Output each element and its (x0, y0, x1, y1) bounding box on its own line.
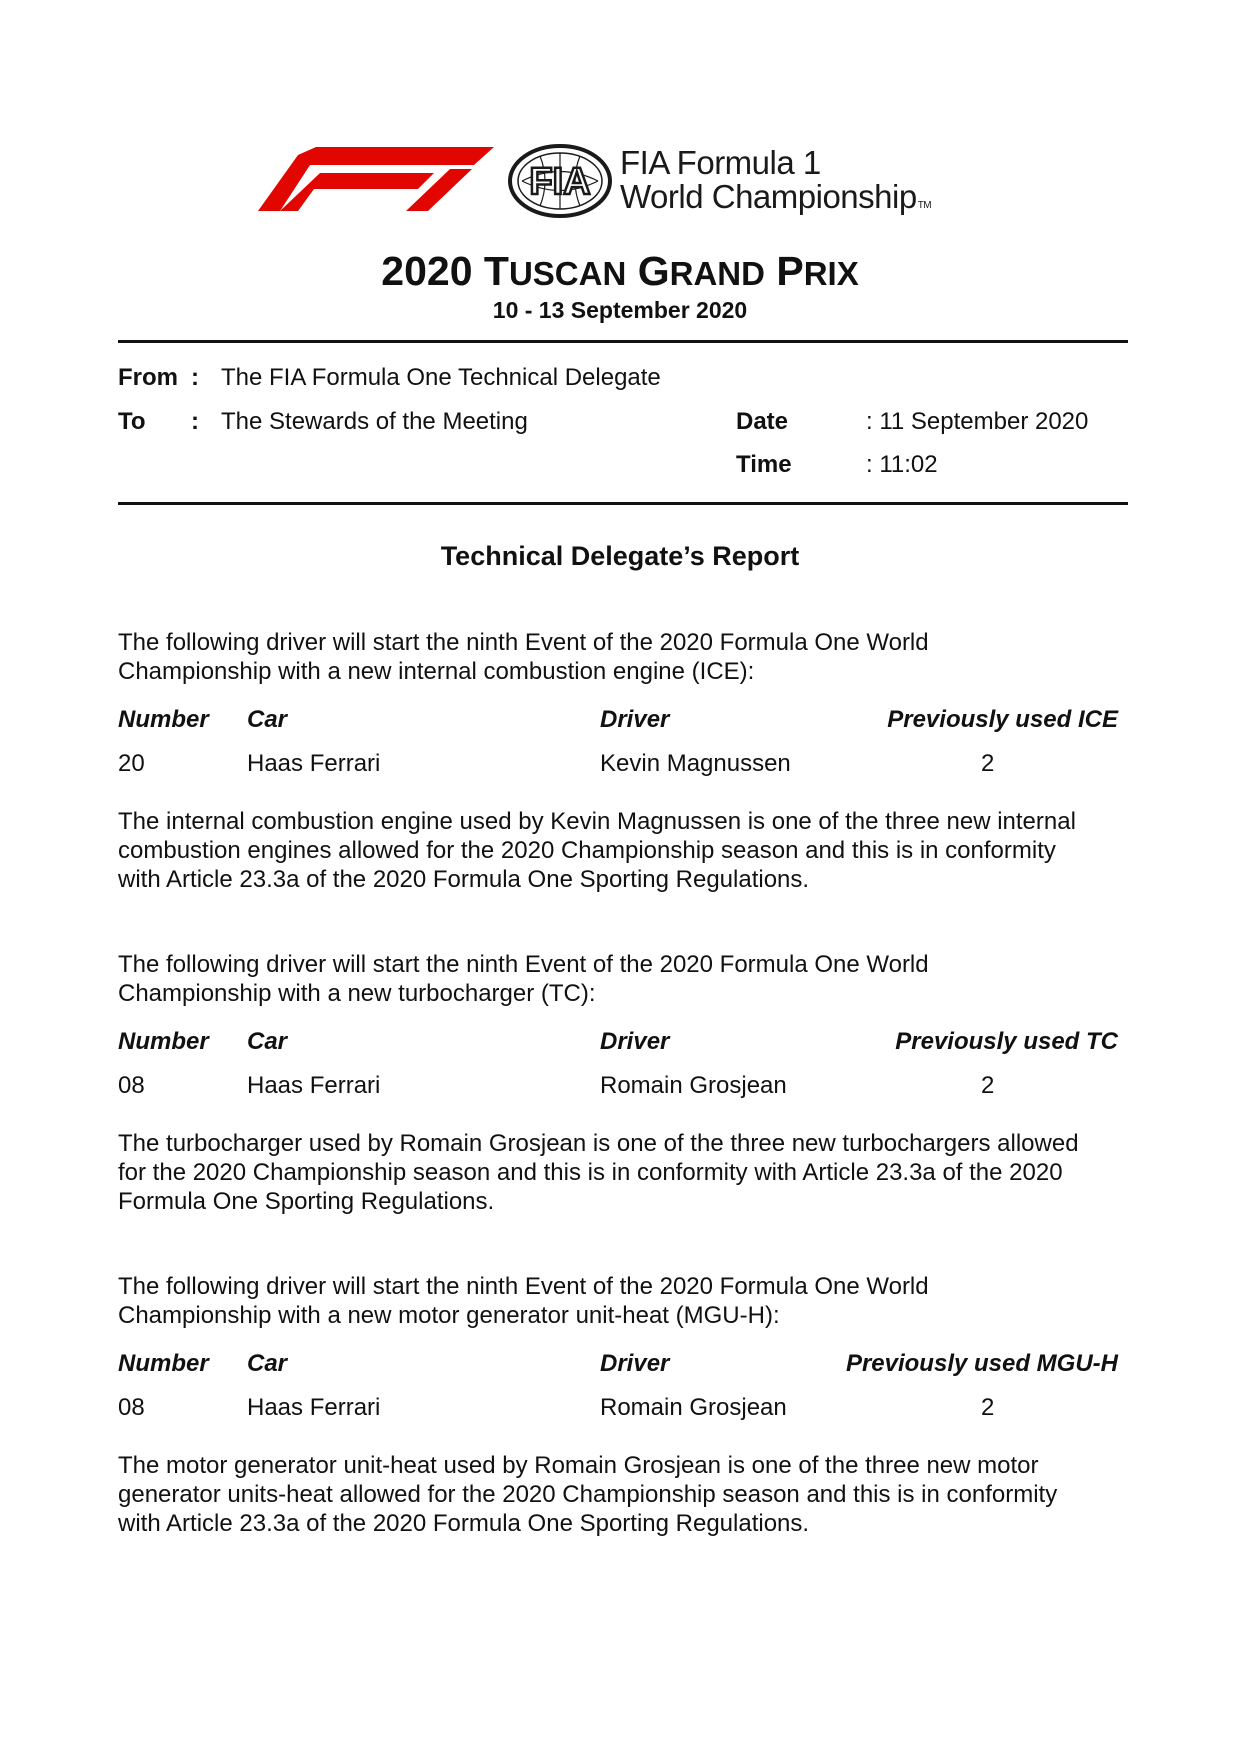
to-colon: : (191, 408, 199, 435)
title-p: P (776, 248, 804, 294)
time-label: Time (736, 451, 792, 478)
mguh-header-number: Number (118, 1350, 209, 1377)
to-label: To (118, 408, 146, 435)
logo-wordmark (620, 146, 931, 223)
ice-row-previously-used: 2 (981, 750, 995, 777)
tc-header-previously-used: Previously used TC (895, 1028, 1118, 1055)
tc-header-number: Number (118, 1028, 209, 1055)
logo-line-1: FIA Formula 1 (620, 144, 821, 181)
tc-row-previously-used: 2 (981, 1072, 995, 1099)
mguh-row-driver: Romain Grosjean (600, 1394, 787, 1421)
section-tc-note-line-3: Formula One Sporting Regulations. (118, 1188, 495, 1215)
section-mguh-intro (118, 1272, 1138, 1330)
section-mguh-intro-line-1: The following driver will start the ninth Event of the 2020 Formula One World (118, 1273, 929, 1300)
ice-row-car: Haas Ferrari (247, 750, 381, 777)
mguh-row-number: 08 (118, 1394, 145, 1421)
section-tc-intro (118, 950, 1138, 1008)
time-value: : 11:02 (866, 451, 938, 478)
section-ice-note-line-2: combustion engines allowed for the 2020 Championship season and this is in conformity (118, 837, 1056, 864)
from-label: From (118, 364, 178, 391)
section-tc-note-line-1: The turbocharger used by Romain Grosjean is one of the three new turbochargers allowed (118, 1130, 1079, 1157)
section-ice-note-line-1: The internal combustion engine used by Kevin Magnussen is one of the three new internal (118, 808, 1076, 835)
title-t: T (483, 248, 509, 294)
ice-header-driver: Driver (600, 706, 670, 733)
svg-text:FIA: FIA (529, 161, 591, 203)
section-mguh-note (118, 1451, 1138, 1538)
trademark-mark: TM (917, 200, 932, 211)
f1-championship-logo (258, 142, 998, 222)
mguh-row-car: Haas Ferrari (247, 1394, 381, 1421)
title-rix: RIX (803, 255, 859, 292)
from-value: The FIA Formula One Technical Delegate (221, 364, 661, 391)
title-uscan: USCAN (508, 255, 627, 292)
divider-top (118, 340, 1128, 343)
report-title: Technical Delegate’s Report (440, 541, 800, 571)
mguh-header-previously-used: Previously used MGU-H (845, 1350, 1118, 1377)
logo-line-2 (620, 180, 931, 223)
tc-row-number: 08 (118, 1072, 145, 1099)
to-value: The Stewards of the Meeting (221, 408, 528, 435)
event-dates: 10 - 13 September 2020 (492, 297, 748, 323)
f1-logo-icon (258, 147, 494, 211)
title-rand: RAND (669, 255, 765, 292)
tc-row-car: Haas Ferrari (247, 1072, 381, 1099)
tc-header-car: Car (247, 1028, 288, 1055)
logo-line-2-text: World Championship (620, 178, 917, 215)
ice-header-previously-used: Previously used ICE (887, 706, 1118, 733)
section-mguh-intro-line-2: Championship with a new motor generator unit-heat (MGU-H): (118, 1302, 780, 1329)
section-tc-intro-line-1: The following driver will start the ninth Event of the 2020 Formula One World (118, 951, 929, 978)
section-ice-note (118, 807, 1138, 894)
title-g: G (637, 248, 670, 294)
section-tc-note-line-2: for the 2020 Championship season and this is in conformity with Article 23.3a of the 2020 (118, 1159, 1063, 1186)
section-mguh-note-line-3: with Article 23.3a of the 2020 Formula One Sporting Regulations. (118, 1510, 810, 1537)
mguh-header-driver: Driver (600, 1350, 670, 1377)
date-value: : 11 September 2020 (866, 408, 1089, 435)
section-ice-intro (118, 628, 1138, 686)
title-year: 2020 (381, 248, 473, 294)
from-colon: : (191, 364, 199, 391)
section-mguh-note-line-1: The motor generator unit-heat used by Romain Grosjean is one of the three new motor (118, 1452, 1039, 1479)
page-title (0, 248, 1240, 295)
divider-bottom (118, 502, 1128, 505)
tc-row-driver: Romain Grosjean (600, 1072, 787, 1099)
section-ice-intro-line-2: Championship with a new internal combustion engine (ICE): (118, 658, 755, 685)
ice-header-number: Number (118, 706, 209, 733)
section-ice-intro-line-1: The following driver will start the ninth Event of the 2020 Formula One World (118, 629, 929, 656)
ice-row-number: 20 (118, 750, 145, 777)
ice-row-driver: Kevin Magnussen (600, 750, 791, 777)
section-tc-intro-line-2: Championship with a new turbocharger (TC): (118, 980, 596, 1007)
section-ice-note-line-3: with Article 23.3a of the 2020 Formula One Sporting Regulations. (118, 866, 810, 893)
section-tc-note (118, 1129, 1138, 1216)
tc-header-driver: Driver (600, 1028, 670, 1055)
mguh-row-previously-used: 2 (981, 1394, 995, 1421)
mguh-header-car: Car (247, 1350, 288, 1377)
section-mguh-note-line-2: generator units-heat allowed for the 2020 Championship season and this is in conformity (118, 1481, 1058, 1508)
fia-badge-icon (506, 142, 614, 220)
ice-header-car: Car (247, 706, 288, 733)
date-label: Date (736, 408, 789, 435)
